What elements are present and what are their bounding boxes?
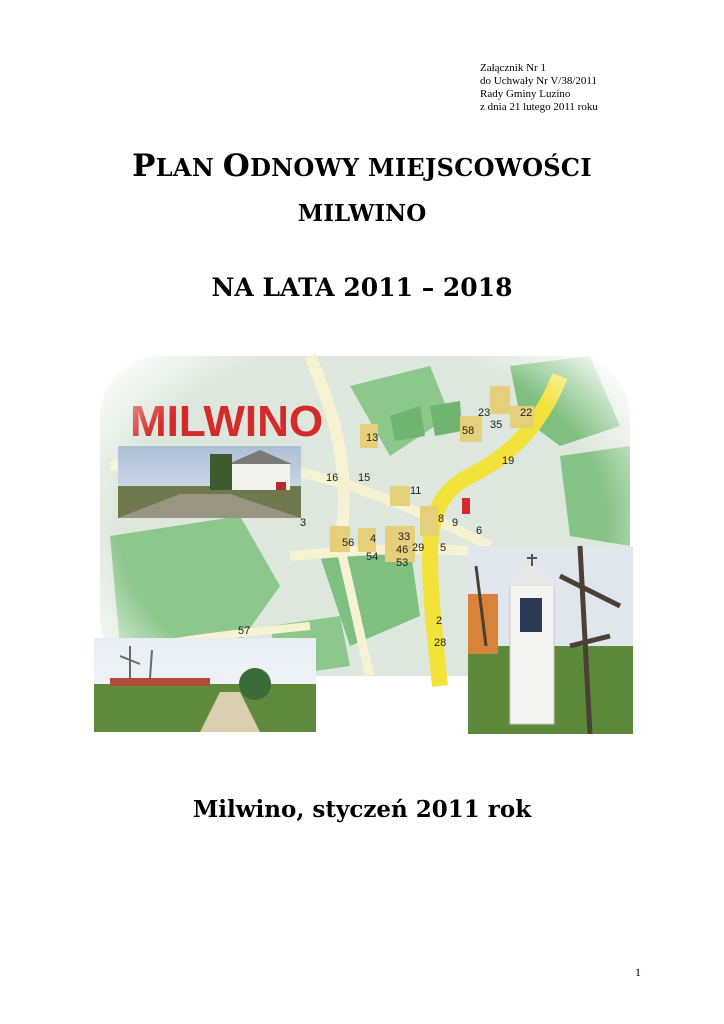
attachment-line: Rady Gminy Luzino bbox=[480, 88, 571, 100]
title-text: LAN bbox=[155, 153, 223, 182]
photo-shrine bbox=[468, 546, 633, 734]
title-text: DNOWY MIEJSCOWOŚCI bbox=[250, 153, 592, 182]
page-number: 1 bbox=[635, 965, 641, 979]
attachment-line: do Uchwały Nr V/38/2011 bbox=[480, 75, 598, 87]
photo-village-road bbox=[118, 446, 301, 518]
attachment-line: z dnia 21 lutego 2011 roku bbox=[480, 101, 598, 113]
village-name: MILWINO bbox=[297, 200, 427, 227]
document-title bbox=[0, 148, 724, 184]
title-initial: O bbox=[222, 148, 251, 184]
attachment-line: Załącznik Nr 1 bbox=[480, 62, 546, 74]
village-collage bbox=[90, 346, 636, 740]
place-and-date: Milwino, styczeń 2011 rok bbox=[192, 796, 532, 823]
title-initial: P bbox=[132, 148, 156, 184]
photo-field bbox=[94, 638, 316, 732]
period-title: NA LATA 2011 – 2018 bbox=[211, 273, 513, 302]
attachment-note bbox=[480, 62, 710, 114]
